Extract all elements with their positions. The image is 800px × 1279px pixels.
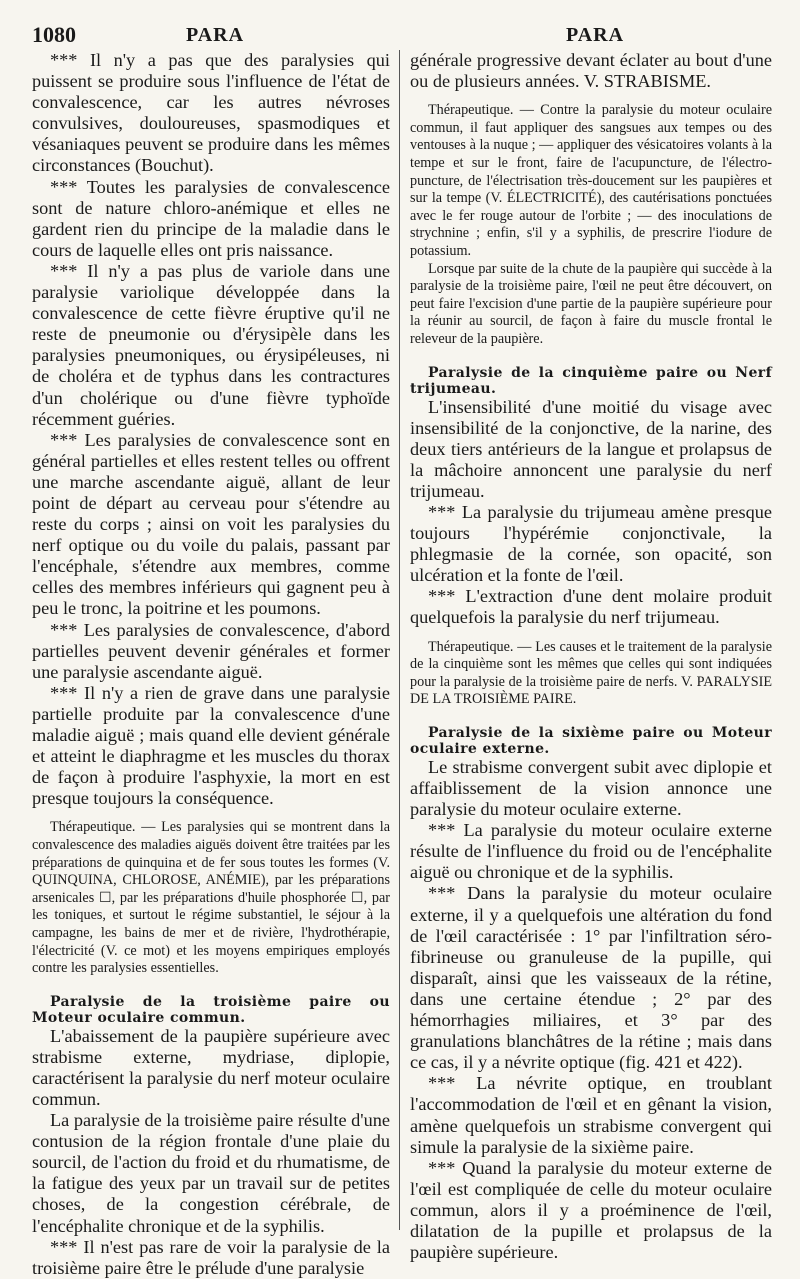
section-heading: Paralysie de la troisième paire ou Moteur oculaire commun.	[32, 993, 390, 1026]
section-heading: Paralysie de la cinquième paire ou Nerf trijumeau.	[410, 364, 772, 397]
therapeutics-note: Thérapeutique. — Les paralysies qui se montrent dans la convalescence des maladies aiguës doivent être traitées par les préparations de quinquina et de fer sous toutes les formes (V. QUINQUINA, CHLOROSE, ANÉMIE), par les préparations arsenicales ☐, par les préparations d'huile phosphorée ☐, par les toniques, et surtout le régime substantiel, le séjour à la campagne, les bains de mer et de rivière, l'hydrothérapie, l'électricité (V. ce mot) et les moyens empiriques employés contre les paralysies essentielles.	[32, 819, 390, 977]
paragraph: Le strabisme convergent subit avec diplopie et affaiblissement de la vision annonce une paralysie du moteur oculaire externe.	[410, 756, 772, 820]
therapeutics-note: Thérapeutique. — Contre la paralysie du moteur oculaire commun, il faut appliquer des sangsues aux tempes ou des ventouses à la nuque ; — appliquer des vésicatoires volants à la tempe et sur le front, faire de l'acupuncture, de l'électro-puncture, de l'électrisation très-doucement sur les paupières et sur la tempe (V. ÉLECTRICITÉ), des cautérisations ponctuées avec le fer rouge autour de l'orbite ; — des inoculations de strychnine ; enfin, s'il y a syphilis, de prescrire l'iodure de potassium.	[410, 102, 772, 259]
running-head-right: PARA	[566, 24, 625, 46]
paragraph: *** L'extraction d'une dent molaire produit quelquefois la paralysie du nerf trijumeau.	[410, 586, 772, 628]
paragraph: *** Les paralysies de convalescence, d'abord partielles peuvent devenir générales et former une paralysie ascendante aiguë.	[32, 619, 390, 682]
running-head-left: PARA	[186, 24, 245, 46]
paragraph: *** Quand la paralysie du moteur externe de l'œil est compliquée de celle du moteur oculaire commun, alors il y a proéminence de l'œil, dilatation de la pupille et prolapsus de la paupière supérieure.	[410, 1157, 772, 1263]
paragraph: La paralysie de la troisième paire résulte d'une contusion de la région frontale d'une plaie du sourcil, de l'action du froid et du rhumatisme, de la fatigue des yeux par un travail sur de petites choses, de la congestion cérébrale, de l'encéphalite chronique et de la syphilis.	[32, 1110, 390, 1236]
left-column	[32, 50, 390, 1279]
paragraph: *** La névrite optique, en troublant l'accommodation de l'œil et en gênant la vision, amène quelquefois un strabisme convergent qui simule la paralysie de la sixième paire.	[410, 1073, 772, 1157]
page-header	[0, 18, 800, 48]
therapeutics-note: Thérapeutique. — Les causes et le traitement de la paralysie de la cinquième sont les mêmes que celles qui sont indiquées pour la paralysie de la troisième paire de nerfs. V. PARALYSIE DE LA TROISIÈME PAIRE.	[410, 638, 772, 708]
paragraph: Lorsque par suite de la chute de la paupière qui succède à la paralysie de la troisième paire, l'œil ne peut être découvert, on peut faire l'excision d'une partie de la paupière supérieure pour la réunir au sourcil, de façon à faire du muscle frontal le releveur de la paupière.	[410, 260, 772, 347]
column-divider	[399, 50, 400, 1230]
paragraph: *** Il n'y a pas que des paralysies qui puissent se produire sous l'influence de l'état de convalescence, car les autres névroses convulsives, douloureuses, spasmodiques et vésaniaques peuvent se produire dans les mêmes circonstances (Bouchut).	[32, 50, 390, 176]
paragraph: *** La paralysie du moteur oculaire externe résulte de l'influence du froid ou de l'encéphalite aiguë ou chronique et de la syphilis.	[410, 820, 772, 883]
paragraph: *** Dans la paralysie du moteur oculaire externe, il y a quelquefois une altération du fond de l'œil caractérisée : 1° par l'infiltration séro-fibrineuse ou granuleuse de la pupille, qui disparaît, ainsi que les vaisseaux de la rétine, dans une certaine étendue ; 2° par des hémorrhagies miliaires, et 3° par des granulations blanchâtres de la rétine ; mais dans ce cas, il y a névrite optique (fig. 421 et 422).	[410, 883, 772, 1073]
paragraph: *** Il n'est pas rare de voir la paralysie de la troisième paire être le prélude d'une paralysie	[32, 1236, 390, 1278]
paragraph: *** La paralysie du trijumeau amène presque toujours l'hypérémie conjonctivale, la phlegmasie de la cornée, son opacité, son ulcération et la fonte de l'œil.	[410, 501, 772, 586]
paragraph: L'abaissement de la paupière supérieure avec strabisme externe, mydriase, diplopie, caractérisent la paralysie du nerf moteur oculaire commun.	[32, 1025, 390, 1109]
paragraph: *** Toutes les paralysies de convalescence sont de nature chloro-anémique et elles ne gardent rien du principe de la maladie dans le cours de laquelle elles ont pris naissance.	[32, 176, 390, 260]
paragraph: *** Les paralysies de convalescence sont en général partielles et elles restent telles ou offrent une marche ascendante aiguë, allant de leur point de départ au cerveau pour s'étendre au reste du corps ; ainsi on voit les paralysies du nerf optique ou du voile du palais, passant par l'encéphale, s'étendre aux membres, comme celles des membres inférieurs qui gagnent peu à peu le tronc, la poitrine et les poumons.	[32, 429, 390, 619]
page-number: 1080	[32, 22, 76, 47]
right-column	[410, 50, 772, 1263]
paragraph: *** Il n'y a pas plus de variole dans une paralysie variolique développée dans la convalescence de cette fièvre éruptive qu'il ne reste de pneumonie ou d'érysipèle dans les paralysies pneumoniques, ou érysipéleuses, ni de choléra et de typhus dans les contractures d'un cholérique ou d'une fièvre typhoïde récemment guéries.	[32, 260, 390, 429]
paragraph: générale progressive devant éclater au bout d'une ou de plusieurs années. V. STRABISME.	[410, 50, 772, 92]
paragraph: L'insensibilité d'une moitié du visage avec insensibilité de la conjonctive, de la narine, des deux tiers antérieurs de la langue et prolapsus de la mâchoire annoncent une paralysie du nerf trijumeau.	[410, 396, 772, 501]
section-heading: Paralysie de la sixième paire ou Moteur oculaire externe.	[410, 724, 772, 757]
paragraph: *** Il n'y a rien de grave dans une paralysie partielle produite par la convalescence d'une maladie aiguë ; mais quand elle devient générale et atteint le diaphragme et les muscles du thorax de façon à produire l'asphyxie, la mort en est presque toujours la conséquence.	[32, 682, 390, 809]
